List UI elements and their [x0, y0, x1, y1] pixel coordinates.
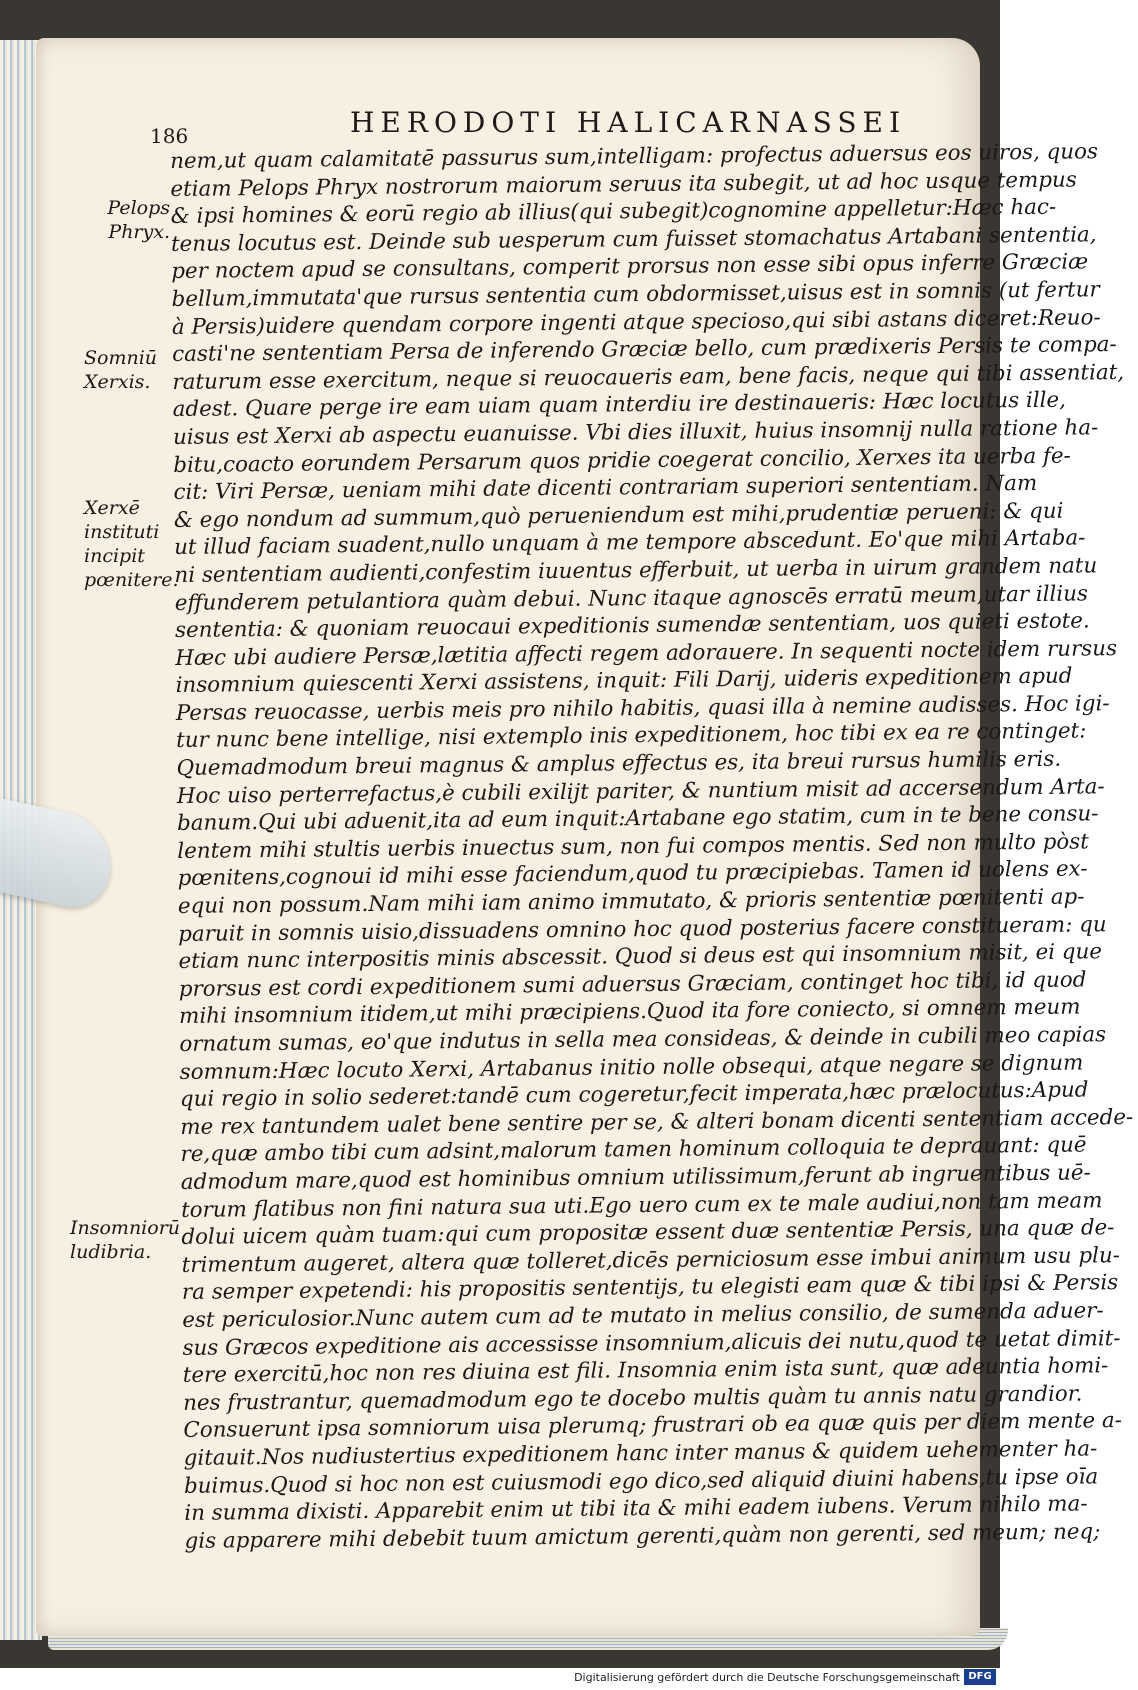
text-line: bellum,immutata'que rursus sententia cum obdormisset,uisus est in somnis (ut fertur: [171, 277, 1100, 312]
text-line: casti'ne sententiam Persa de inferendo Græciæ bello, cum prædixeris Persis te compa-: [172, 332, 1117, 368]
text-line: & ipsi homines & eorū regio ab illius(qui subegit)cognomine appelletur:Hæc hac-: [170, 194, 1057, 230]
dfg-logo: DFG: [964, 1669, 996, 1685]
text-line: insomnium quiescenti Xerxi assistens, inquit: Fili Darij, uideris expeditionem apud: [175, 663, 1073, 699]
margin-note: Somniū Xerxis.: [84, 347, 158, 393]
text-line: qui regio in solio sederet:tandē cum cogeretur,fecit imperata,hæc prælocutus:Apud: [179, 1077, 1089, 1113]
text-line: uisus est Xerxi ab aspectu euanuisse. Vbi dies illuxit, huius insomnij nulla ratione ha-: [172, 415, 1099, 450]
margin-note: Xerxē instituti incipit pœnitere.: [84, 497, 179, 591]
text-line: torum flatibus non fini natura sua uti.Ego uero cum ex te male audiui,non tam meam: [180, 1187, 1103, 1223]
running-head: HERODOTI HALICARNASSEI: [350, 106, 907, 139]
text-line: etiam Pelops Phryx nostrorum maiorum seruus ita subegit, ut ad hoc usque tempus: [170, 167, 1077, 202]
text-line: Consuerunt ipsa somniorum uisa plerumq; frustrari ob ea quæ quis per diem mente a-: [183, 1408, 1123, 1444]
text-line: effunderem petulantiora quàm debui. Nunc itaque agnoscēs erratū meum,utar illius: [174, 580, 1089, 616]
text-line: somnum:Hæc locuto Xerxi, Artabanus initio nolle obsequi, atque negare se dignum: [179, 1050, 1084, 1085]
text-line: trimentum augeret, altera quæ tolleret,dicēs perniciosum esse imbui animum usu plu-: [181, 1242, 1121, 1278]
text-line: tur nunc bene intellige, nisi extemplo inis expeditionem, hoc tibi ex ea re continget:: [176, 718, 1087, 754]
text-line: dolui uicem quàm tuam:qui cum propositæ essent duæ sententiæ Persis, una quæ de-: [181, 1215, 1115, 1251]
text-line: pœnitens,cognoui id mihi esse faciendum,quod tu præcipiebas. Tamen id uolens ex-: [177, 856, 1088, 892]
text-line: banum.Qui ubi aduenit,ita ad eum inquit:Artabane ego statim, cum in te bene consu-: [176, 801, 1099, 837]
text-line: Quemadmodum breui magnus & amplus effectus es, ita breui rursus humilis eris.: [176, 746, 1062, 782]
text-line: sententia: & quoniam reuocaui expeditionis sumendæ sententiam, uos quieti estote.: [174, 608, 1090, 644]
text-line: Hoc uiso perterrefactus,è cubili exilijt pariter, & nuntium misit ad accersendum Arta-: [176, 773, 1105, 809]
margin-note: Pelops Phryx.: [107, 197, 170, 243]
text-line: re,quæ ambo tibi cum adsint,malorum tamen hominum colloquia te deprauant: quē: [180, 1132, 1087, 1168]
text-line: ni sententiam audienti,confestim iuuentus efferbuit, ut uerba in uirum grandem natu: [174, 553, 1098, 588]
text-line: ra semper expetendi: his propositis sententijs, tu elegisti eam quæ & tibi ipsi & Persis: [181, 1270, 1119, 1306]
margin-note: Insomniorū ludibria.: [70, 1217, 181, 1263]
text-line: admodum mare,quod est hominibus omnium utilissimum,ferunt ab ingruentibus uē-: [180, 1160, 1091, 1195]
text-line: sus Græcos expeditione ais accessisse insomnium,alicuis dei nutu,quod te uetat dimit-: [182, 1325, 1121, 1361]
text-line: gis apparere mihi debebit tuum amictum gerenti,quàm non gerenti, sed meum; neq;: [184, 1519, 1101, 1554]
text-line: Persas reuocasse, uerbis meis pro nihilo habitis, quasi illa à nemine audisses. Hoc igi-: [175, 691, 1110, 726]
body-text: [170, 139, 1134, 1555]
text-line: tere exercitū,hoc non res diuina est fili. Insomnia enim ista sunt, quæ adeuntia homi-: [182, 1353, 1109, 1389]
text-line: in summa dixisti. Apparebit enim ut tibi ita & mihi eadem iubens. Verum nihilo ma-: [184, 1491, 1088, 1527]
text-line: prorsus est cordi expeditionem sumi aduersus Græciam, continget hoc tibi, id quod: [178, 967, 1087, 1002]
text-line: tenus locutus est. Deinde sub uesperum cum fuisset stomachatus Artabani sententia,: [170, 222, 1097, 257]
text-line: nem,ut quam calamitatē passurus sum,intelligam: profectus aduersus eos uiros, quos: [170, 139, 1099, 174]
text-line: est periculosior.Nunc autem cum ad te mutato in melius consilio, de sumenda aduer-: [182, 1298, 1104, 1333]
page-number: 186: [150, 124, 189, 148]
text-line: lentem mihi stultis uerbis inuectus sum, non fui compos mentis. Sed non multo pòst: [177, 829, 1089, 864]
text-line: & ego nondum ad summum,quò perueniendum est mihi,prudentiæ perueni: & qui: [173, 498, 1064, 533]
text-line: me rex tantundem ualet bene sentire per se, & alteri bonam dicenti sententiam accede-: [180, 1104, 1134, 1140]
text-line: adest. Quare perge ire eam uiam quam interdiu ire destinaueris: Hæc locutus ille,: [172, 387, 1067, 423]
text-line: ut illud faciam suadent,nullo unquam à me tempore abscedunt. Eo'que mihi Artaba-: [174, 525, 1086, 561]
text-line: per noctem apud se consultans, comperit prorsus non esse sibi opus inferre Græciæ: [171, 249, 1089, 285]
text-line: bitu,coacto eorundem Persarum quos pridie coegerat concilio, Xerxes ita uerba fe-: [173, 443, 1071, 478]
text-line: à Persis)uidere quendam corpore ingenti atque specioso,qui sibi astans diceret:Reuo-: [171, 304, 1101, 340]
text-line: ornatum sumas, eo'que indutus in sella mea consideas, & deinde in cubili meo capias: [179, 1022, 1107, 1057]
text-line: gitauit.Nos nudiustertius expeditionem hanc inter manus & quidem uehementer ha-: [183, 1436, 1098, 1471]
text-line: equi non possum.Nam mihi iam animo immutato, & prioris sententiæ pœnitenti ap-: [177, 884, 1085, 919]
text-line: raturum esse exercitum, neque si reuocaueris eam, bene facis, neque qui tibi assentiat,: [172, 359, 1125, 395]
text-line: nes frustrantur, quemadmodum ego te docebo multis quàm tu annis natu grandior.: [183, 1381, 1083, 1416]
text-line: buimus.Quod si hoc non est cuiusmodi ego dico,sed aliquid diuini habens,tu ipse oīa: [183, 1463, 1099, 1499]
text-line: etiam nunc interpositis minis abscessit. Quod si deus est qui insomnium misit, ei que: [178, 939, 1103, 975]
text-line: paruit in somnis uisio,dissuadens omnino hoc quod posterius facere constitueram: qu: [178, 911, 1107, 947]
text-line: mihi insomnium itidem,ut mihi præcipiens.Quod ita fore coniecto, si omnem meum: [178, 994, 1081, 1030]
text-line: cit: Viri Persæ, ueniam mihi date dicenti contrariam superiori sententiam. Nam: [173, 471, 1038, 506]
footer-credit: Digitalisierung gefördert durch die Deutsche Forschungsgemeinschaft: [574, 1671, 960, 1684]
text-line: Hæc ubi audiere Persæ,lætitia affecti regem adorauere. In sequenti nocte idem rursus: [175, 635, 1118, 671]
